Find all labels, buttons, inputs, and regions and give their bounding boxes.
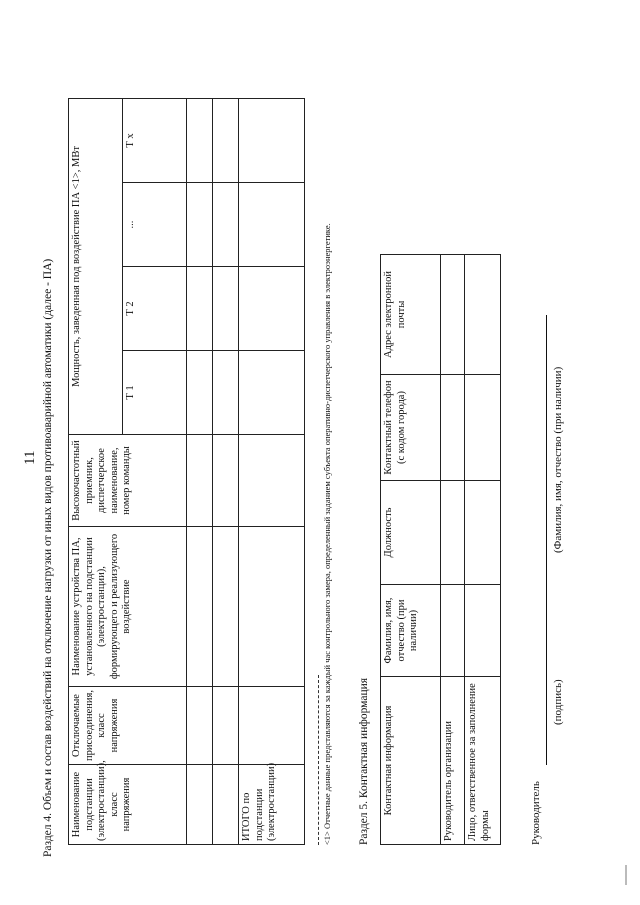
section4-title: Раздел 4. Объем и состав воздействий на отключение нагрузки от иных видов противоаварийной автоматики (далее - ПА) (42, 258, 54, 857)
header-contact: Контактная информация (381, 677, 441, 845)
header-dots: ... (123, 183, 187, 267)
section5-table (380, 254, 501, 845)
scan-mark (625, 865, 627, 885)
total-label: ИТОГО по подстанции (электростанции) (239, 765, 305, 845)
section4-table (68, 98, 305, 845)
table-row (187, 98, 213, 844)
footnote: <1> Отчетные данные представляются за каждый час контрольного замера, определенный заданием субъекта оперативно-диспетчерского управления в электроэнергетике. (322, 223, 332, 845)
header-email: Адрес электронной почты (381, 255, 441, 375)
page-number: 11 (22, 450, 38, 465)
row-responsible-label: Лицо, ответственное за заполнение формы (465, 677, 501, 845)
header-hf-receiver: Высокочастотный приемник, диспетчерское наименование, номер команды (69, 435, 187, 527)
header-tx: Т х (123, 98, 187, 182)
header-device: Наименование устройства ПА, установленного на подстанции (электростанции), формирующего и реализующего воздействие (69, 527, 187, 687)
signature-caption: (подпись) (552, 679, 564, 725)
name-caption: (Фамилия, имя, отчество (при наличии) (552, 366, 564, 553)
header-t2: Т 2 (123, 267, 187, 351)
row-head-label: Руководитель организации (441, 677, 465, 845)
header-t1: Т 1 (123, 351, 187, 435)
header-position: Должность (381, 481, 441, 585)
signature-line (546, 545, 547, 765)
signature-label: Руководитель (530, 781, 542, 845)
table-row (441, 255, 465, 845)
header-substation: Наименование подстанции (электростанции), класс напряжения (69, 765, 187, 845)
total-row (239, 98, 305, 844)
header-phone: Контактный телефон (с кодом города) (381, 375, 441, 481)
table-row (213, 98, 239, 844)
footnote-rule (318, 675, 319, 845)
header-connections: Отключаемые присоединения, класс напряжения (69, 687, 187, 765)
header-fio: Фамилия, имя, отчество (при наличии) (381, 585, 441, 677)
table-row (465, 255, 501, 845)
header-power: Мощность, заведенная под воздействие ПА <1>, МВт (69, 98, 123, 434)
name-line (546, 315, 547, 565)
section5-title: Раздел 5. Контактная информация (358, 677, 370, 845)
